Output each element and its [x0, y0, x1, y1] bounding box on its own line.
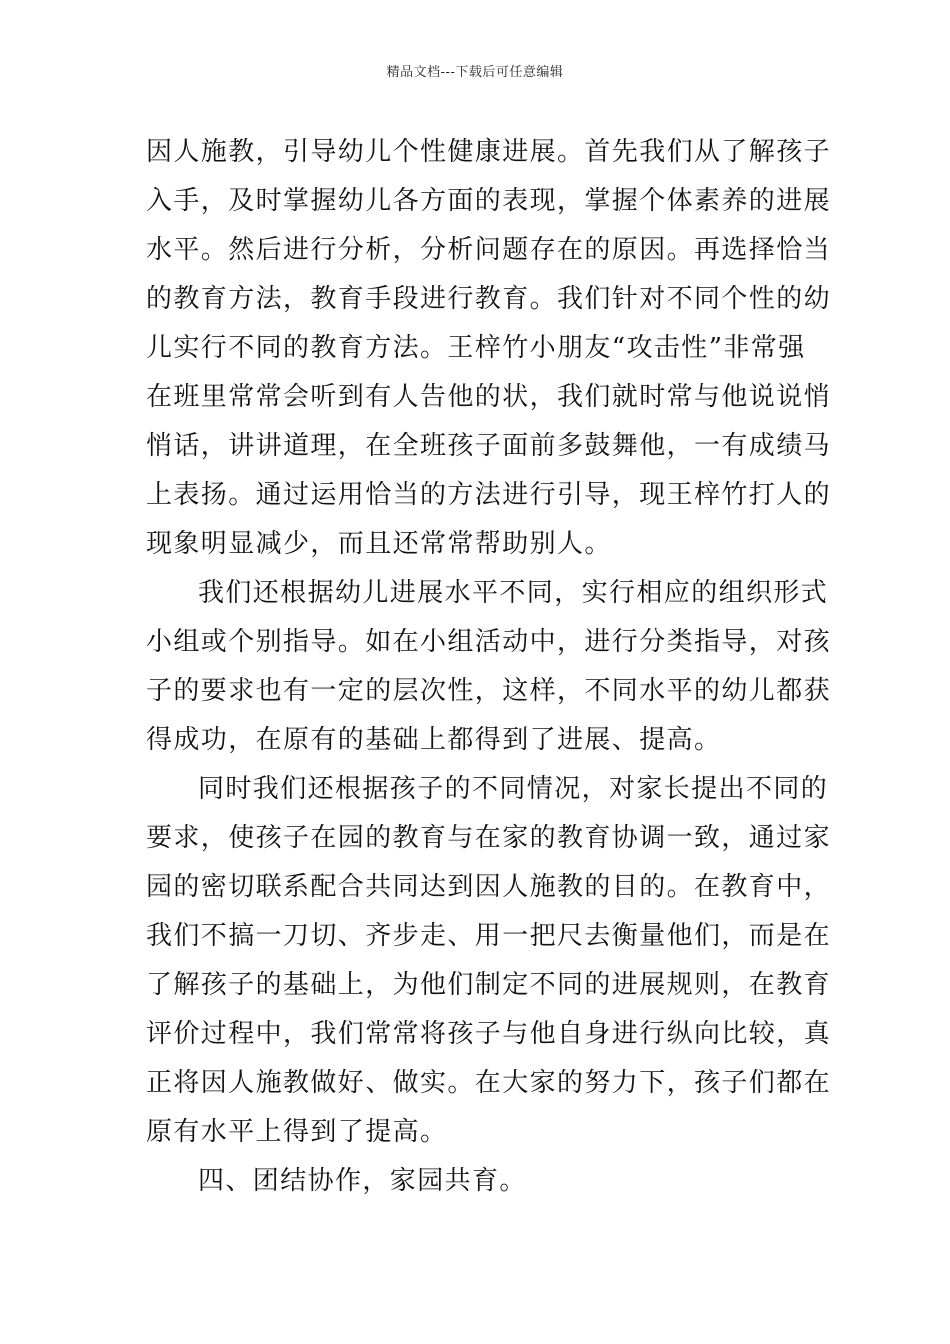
text-line: 现象明显减少，而且还常常帮助别人。	[146, 529, 612, 559]
text-line: 要求，使孩子在园的教育与在家的教育协调一致，通过家	[146, 823, 832, 853]
document-body	[146, 128, 832, 1206]
text-line: 小组或个别指导。如在小组活动中，进行分类指导，对孩	[146, 627, 832, 657]
text-line: 了解孩子的基础上，为他们制定不同的进展规则，在教育	[146, 970, 832, 1000]
text-line: 我们不搞一刀切、齐步走、用一把尺去衡量他们，而是在	[146, 921, 832, 951]
text-line: 园的密切联系配合共同达到因人施教的目的。在教育中，	[146, 872, 832, 902]
page-header: 精品文档---下载后可任意编辑	[386, 65, 564, 80]
text-line: 水平。然后进行分析，分析问题存在的原因。再选择恰当	[146, 235, 832, 265]
text-line: 的教育方法，教育手段进行教育。我们针对不同个性的幼	[146, 284, 832, 314]
section-heading-line: 四、团结协作，家园共育。	[198, 1166, 527, 1196]
text-line: 子的要求也有一定的层次性，这样，不同水平的幼儿都获	[146, 676, 832, 706]
paragraph-start-line: 同时我们还根据孩子的不同情况，对家长提出不同的	[198, 774, 829, 804]
text-line: 上表扬。通过运用恰当的方法进行引导，现王梓竹打人的	[146, 480, 832, 510]
text-line: 悄话，讲讲道理，在全班孩子面前多鼓舞他，一有成绩马	[146, 431, 832, 461]
text-line: 正将因人施教做好、做实。在大家的努力下，孩子们都在	[146, 1068, 832, 1098]
text-line: 入手，及时掌握幼儿各方面的表现，掌握个体素养的进展	[146, 186, 832, 216]
paragraph-start-line: 我们还根据幼儿进展水平不同，实行相应的组织形式	[198, 578, 829, 608]
text-line: 得成功，在原有的基础上都得到了进展、提高。	[146, 725, 722, 755]
text-line: 因人施教，引导幼儿个性健康进展。首先我们从了解孩子	[146, 137, 832, 167]
text-line: 评价过程中，我们常常将孩子与他自身进行纵向比较，真	[146, 1019, 832, 1049]
text-line: 在班里常常会听到有人告他的状，我们就时常与他说说悄	[146, 382, 832, 412]
text-line: 原有水平上得到了提高。	[146, 1117, 448, 1147]
text-line: 儿实行不同的教育方法。王梓竹小朋友“攻击性”非常强	[146, 333, 806, 363]
